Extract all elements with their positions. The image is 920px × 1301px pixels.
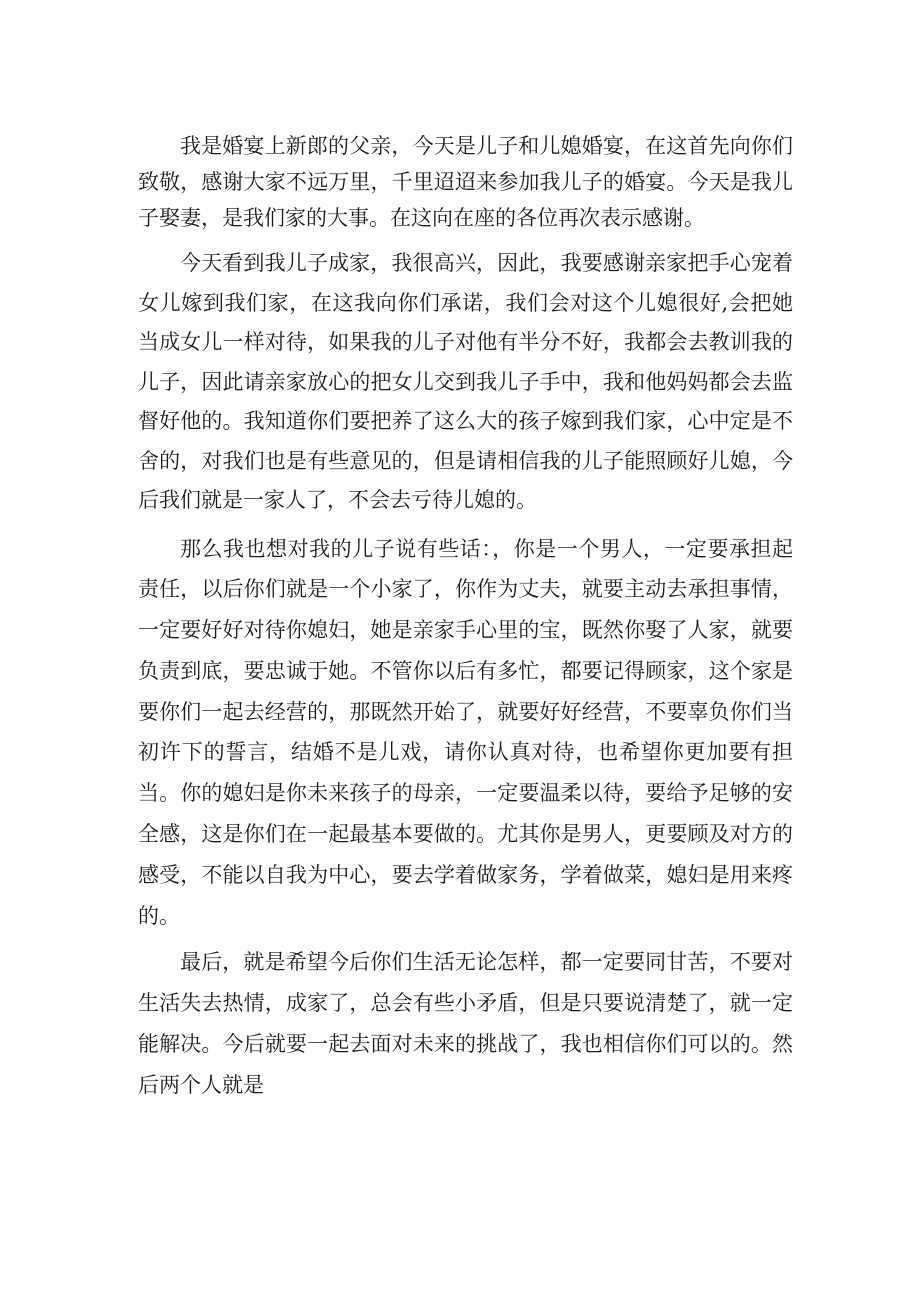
paragraph-1: 我是婚宴上新郎的父亲，今天是儿子和儿媳婚宴，在这首先向你们致敬，感谢大家不远万里，千里迢迢来参加我儿子的婚宴。今天是我儿子娶妻，是我们家的大事。在这向在座的各位再次表示感谢。 (138, 134, 793, 230)
body-text (138, 128, 793, 1106)
paragraph-2: 今天看到我儿子成家，我很高兴，因此，我要感谢亲家把手心宠着女儿嫁到我们家，在这我向你们承诺，我们会对这个儿媳很好,会把她当成女儿一样对待，如果我的儿子对他有半分不好，我都会去教训我的儿子，因此请亲家放心的把女儿交到我儿子手中，我和他妈妈都会去监督好他的。我知道你们要把养了这么大的孩子嫁到我们家，心中定是不舍的，对我们也是有些意见的，但是请相信我的儿子能照顾好儿媳，今后我们就是一家人了，不会去亏待儿媳的。 (138, 251, 793, 512)
paragraph-3: 那么我也想对我的儿子说有些话：，你是一个男人，一定要承担起责任，以后你们就是一个小家了，你作为丈夫，就要主动去承担事情，一定要好好对待你媳妇，她是亲家手心里的宝，既然你娶了人家，就要负责到底，要忠诚于她。不管你以后有多忙，都要记得顾家，这个家是要你们一起去经营的，那既然开始了，就要好好经营，不要辜负你们当初许下的誓言，结婚不是儿戏，请你认真对待，也希望你更加要有担当。你的媳妇是你未来孩子的母亲，一定要温柔以待，要给予足够的安全感，这是你们在一起最基本要做的。尤其你是男人，更要顾及对方的感受，不能以自我为中心，要去学着做家务，学着做菜，媳妇是用来疼的。 (138, 536, 793, 928)
paragraph-4: 最后，就是希望今后你们生活无论怎样，都一定要同甘苦，不要对生活失去热情，成家了，总会有些小矛盾，但是只要说清楚了，就一定能解决。今后就要一起去面对未来的挑战了，我也相信你们可以的。然后两个人就是 (138, 950, 793, 1097)
